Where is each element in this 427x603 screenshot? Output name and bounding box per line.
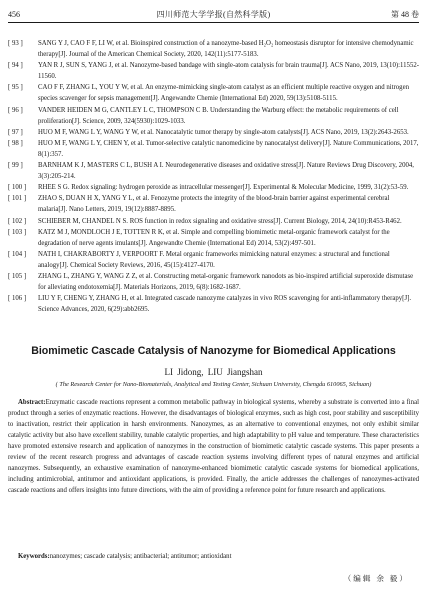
- reference-text: ZHANG L, ZHANG Y, WANG Z Z, et al. Constructing metal-organic framework nanodots as bio-inspired artificial superoxide dismutase for alleviating endotoxemia[J]. Materials Horizons, 2019, 6(8):1682-1687.: [38, 272, 414, 292]
- volume-label: 第 48 卷: [391, 10, 419, 19]
- editor-note: （编辑 余 毅）: [343, 574, 409, 583]
- reference-item: [8, 227, 419, 249]
- reference-number: [ 101 ]: [8, 195, 27, 203]
- reference-text: LIU Y F, CHENG Y, ZHANG H, et al. Integrated cascade nanozyme catalyzes in vivo ROS scavenging for anti-inflammatory therapy[J]. Science Advances, 2020, 6(29):abb2695.: [38, 295, 412, 314]
- reference-text: RHEE S G. Redox signaling: hydrogen peroxide as intracellular messenger[J]. Experimental & Molecular Medicine, 1999, 31(2):53-59.: [38, 184, 409, 192]
- keywords-label: Keywords:: [18, 553, 50, 560]
- reference-item: [8, 182, 419, 193]
- reference-text: HUO M F, WANG L Y, WANG Y W, et al. Nanocatalytic tumor therapy by single-atom catalysts[J]. ACS Nano, 2019, 13(2):2643-2653.: [38, 128, 409, 136]
- reference-text: CAO F F, ZHANG L, YOU Y W, et al. An enzyme-mimicking single-atom catalyst as an efficient multiple reactive oxygen and nitrogen species scavenger for sepsis management[J]. Angewandte Chemie (International Ed) 2020, 59(13):5108-5115.: [38, 84, 409, 103]
- reference-number: [ 93 ]: [8, 40, 23, 47]
- keywords: [8, 551, 419, 562]
- reference-number: [ 102 ]: [8, 217, 27, 225]
- reference-number: [ 99 ]: [8, 162, 23, 170]
- reference-text: SCHIEBER M, CHANDEL N S. ROS function in redox signaling and oxidative stress[J]. Current Biology, 2014, 24(10):R453-R462.: [38, 217, 402, 225]
- reference-item: [8, 82, 419, 104]
- reference-text: VANDER HEIDEN M G, CANTLEY L C, THOMPSON C B. Understanding the Warburg effect: the metabolic requirements of cell proliferation[J]. Science, 2009, 324(5930):1029-1033.: [38, 106, 399, 125]
- reference-number: [ 96 ]: [8, 106, 23, 114]
- reference-number: [ 100 ]: [8, 184, 27, 192]
- page-number: 456: [8, 10, 20, 19]
- reference-list: [8, 38, 419, 315]
- reference-number: [ 106 ]: [8, 295, 27, 303]
- reference-number: [ 105 ]: [8, 272, 27, 280]
- reference-text: BARNHAM K J, MASTERS C L, BUSH A I. Neurodegenerative diseases and oxidative stress[J]. Nature Reviews Drug Discovery, 2004, 3(3):205-214.: [38, 162, 414, 181]
- reference-number: [ 94 ]: [8, 62, 23, 70]
- author-affiliation: ( The Research Center for Nano-Biomaterials, Analytical and Testing Center, Sichuan University, Chengdu 610065, Sichuan): [55, 381, 372, 388]
- reference-item: [8, 249, 419, 271]
- reference-number: [ 95 ]: [8, 84, 23, 92]
- reference-text: ZHAO S, DUAN H X, YANG Y L, et al. Fenozyme protects the integrity of the blood-brain barrier against experimental cerebral malaria[J]. Nano Letters, 2019, 19(12):8887-8895.: [38, 195, 390, 214]
- abstract: [8, 397, 419, 496]
- reference-text: KATZ M J, MONDLOCH J E, TOTTEN R K, et al. Simple and compelling biomimetic metal-organic framework catalyst for the degradation of nerve agents imulants[J]. Angewandte Chemie (International Ed) 2014, 53(2):497-501.: [38, 228, 390, 247]
- reference-item: [8, 271, 419, 293]
- reference-number: [ 103 ]: [8, 228, 27, 236]
- running-header: [8, 9, 419, 21]
- reference-item: [8, 60, 419, 82]
- keywords-text: nanozymes; cascade catalysis; antibacterial; antitumor; antioxidant: [49, 553, 232, 560]
- reference-item: [8, 138, 419, 160]
- reference-item: [8, 38, 419, 60]
- reference-number: [ 97 ]: [8, 128, 23, 136]
- abstract-text: Enzymatic cascade reactions represent a common metabolic pathway in biological systems, whereby a substrate is converted into a final product through a series of enzymatic reactions. However, the disadvantages of biological enzymes, such as high cost, poor stability and susceptibility to inactivation, restrict their application in harsh environments. Nanozymes, as an alternative to conventional enzymes, not only exhibit similar catalytic activity but also have excellent stability, tunable catalytic properties, and high adaptability to pH value and temperature. These characteristics have promoted extensive research and application of nanozymes in the construction of biomimetic catalytic cascade systems. This paper presents a review of the recent research progress and advantages of cascade reaction systems involving different types of natural enzymes and artificial nanozymes. Subsequently, an exhaustive examination of nanozyme-enhanced biomimetic catalytic cascade systems for biomedical applications, including antimicrobial, antitumor and antioxidant applications, is provided. Finally, the article addresses the challenges of nanozymes-activated cascade reactions and offers insights into future directions, with the aim of providing a reference point for future research and applications.: [8, 399, 419, 495]
- reference-item: [8, 127, 419, 138]
- reference-number: [ 98 ]: [8, 139, 23, 147]
- journal-name: 四川师范大学学报(自然科学版): [156, 10, 271, 19]
- reference-item: [8, 160, 419, 182]
- header-rule: [8, 22, 419, 23]
- reference-number: [ 104 ]: [8, 250, 27, 258]
- reference-item: [8, 293, 419, 315]
- reference-item: [8, 193, 419, 215]
- reference-text: HUO M F, WANG L Y, CHEN Y, et al. Tumor-selective catalytic nanomedicine by nanocatalyst delivery[J]. Nature Communications, 2017, 8(1):357.: [38, 139, 419, 158]
- abstract-label: Abstract:: [18, 399, 46, 406]
- reference-item: [8, 216, 419, 227]
- article-title: Biomimetic Cascade Catalysis of Nanozyme for Biomedical Applications: [31, 345, 396, 357]
- reference-item: [8, 105, 419, 127]
- article-authors: LI Jidong, LIU Jiangshan: [164, 367, 263, 377]
- reference-text: SANG Y J, CAO F F, LI W, et al. Bioinspired construction of a nanozyme-based H₂O₂ homeostasis disruptor for intensive chemodynamic therapy[J]. Journal of the American Chemical Society, 2020, 142(11):5177-5183.: [38, 40, 414, 59]
- reference-text: NATH I, CHAKRABORTY J, VERPOORT F. Metal organic frameworks mimicking natural enzymes: a structural and functional analogy[J]. Chemical Society Reviews, 2016, 45(15):4127-4170.: [38, 250, 390, 269]
- reference-text: YAN R J, SUN S, YANG J, et al. Nanozyme-based bandage with single-atom catalysis for brain trauma[J]. ACS Nano, 2019, 13(10):11552-11560.: [38, 62, 419, 81]
